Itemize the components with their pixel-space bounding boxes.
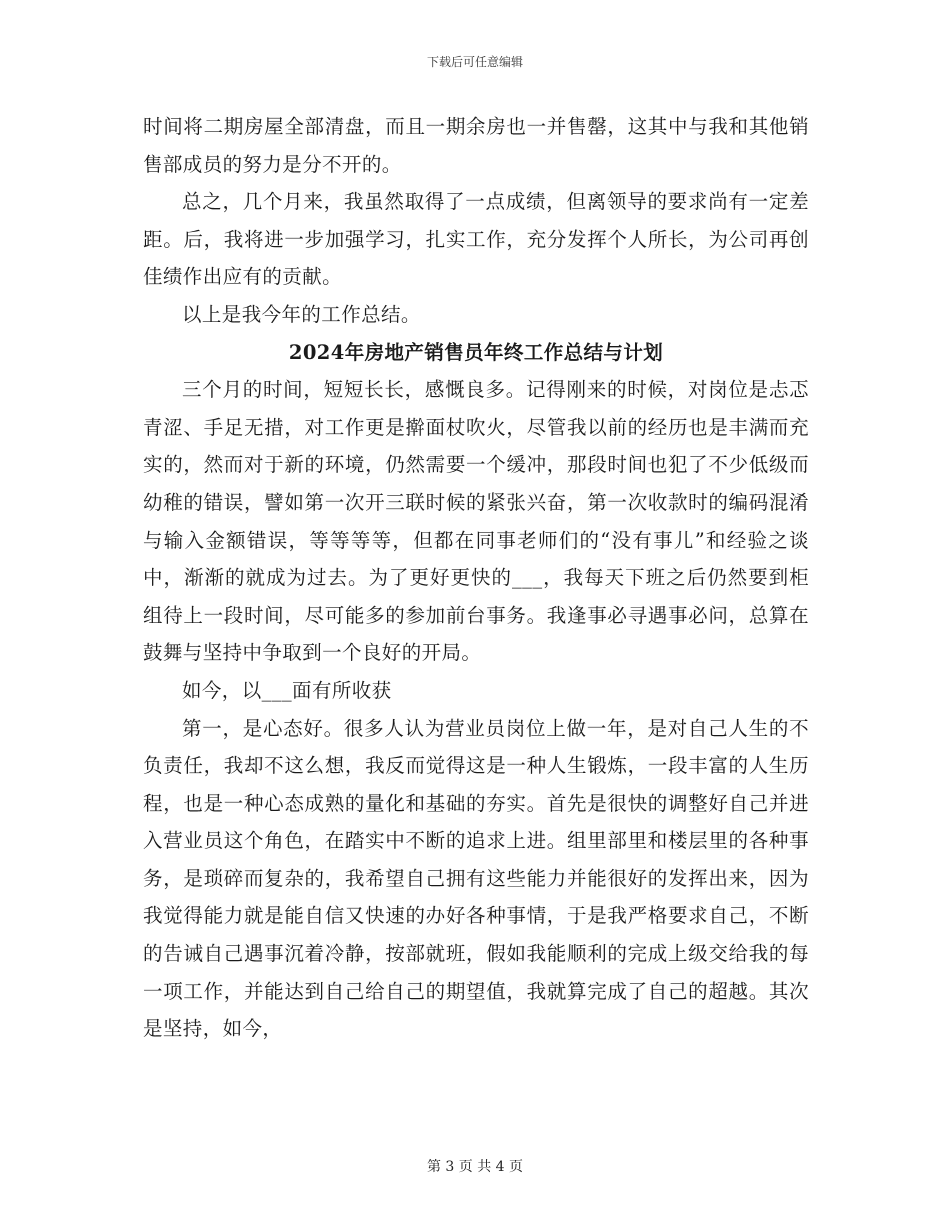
paragraph-gains: 如今，以___面有所收获 [182,678,392,702]
paragraph-intro: 三个月的时间，短短长长，感慨良多。记得刚来的时候，对岗位是忐忑青涩、手足无措，对工作更是擀面杖吹火，尽管我以前的经历也是丰满而充实的，然而对于新的环境，仍然需要一个缓冲，那段时间也犯了不少低级而幼稚的错误，譬如第一次开三联时候的紧张兴奋，第一次收款时的编码混淆与输入金额错误，等等等等，但都在同事老师们的“没有事儿”和经验之谈中，渐渐的就成为过去。为了更好更快的___，我每天下班之后仍然要到柜组待上一段时间，尽可能多的参加前台事务。我逢事必寻遇事必问，总算在鼓舞与坚持中争取到一个良好的开局。 [143,378,809,665]
paragraph-first-point: 第一，是心态好。很多人认为营业员岗位上做一年，是对自己人生的不负责任，我却不这么想，我反而觉得这是一种人生锻炼，一段丰富的人生历程，也是一种心态成熟的量化和基础的夯实。首先是很快的调整好自己并进入营业员这个角色，在踏实中不断的追求上进。组里部里和楼层里的各种事务，是琐碎而复杂的，我希望自己拥有这些能力并能很好的发挥出来，因为我觉得能力就是能自信又快速的办好各种事情，于是我严格要求自己，不断的告诫自己遇事沉着冷静，按部就班，假如我能顺利的完成上级交给我的每一项工作，并能达到自己给自己的期望值，我就算完成了自己的超越。其次是坚持，如今， [143,716,809,1041]
document-body [143,108,809,1048]
paragraph-summary: 总之，几个月来，我虽然取得了一点成绩，但离领导的要求尚有一定差距。后，我将进一步加强学习，扎实工作，充分发挥个人所长，为公司再创佳绩作出应有的贡献。 [143,190,809,289]
page-header-note: 下载后可任意编辑 [426,55,523,69]
paragraph-closing: 以上是我今年的工作总结。 [182,302,421,326]
paragraph-continuation: 时间将二期房屋全部清盘，而且一期余房也一并售罄，这其中与我和其他销售部成员的努力是分不开的。 [143,115,809,176]
section-title: 2024年房地产销售员年终工作总结与计划 [288,340,664,364]
page-number: 第 3 页 共 4 页 [426,1159,524,1175]
